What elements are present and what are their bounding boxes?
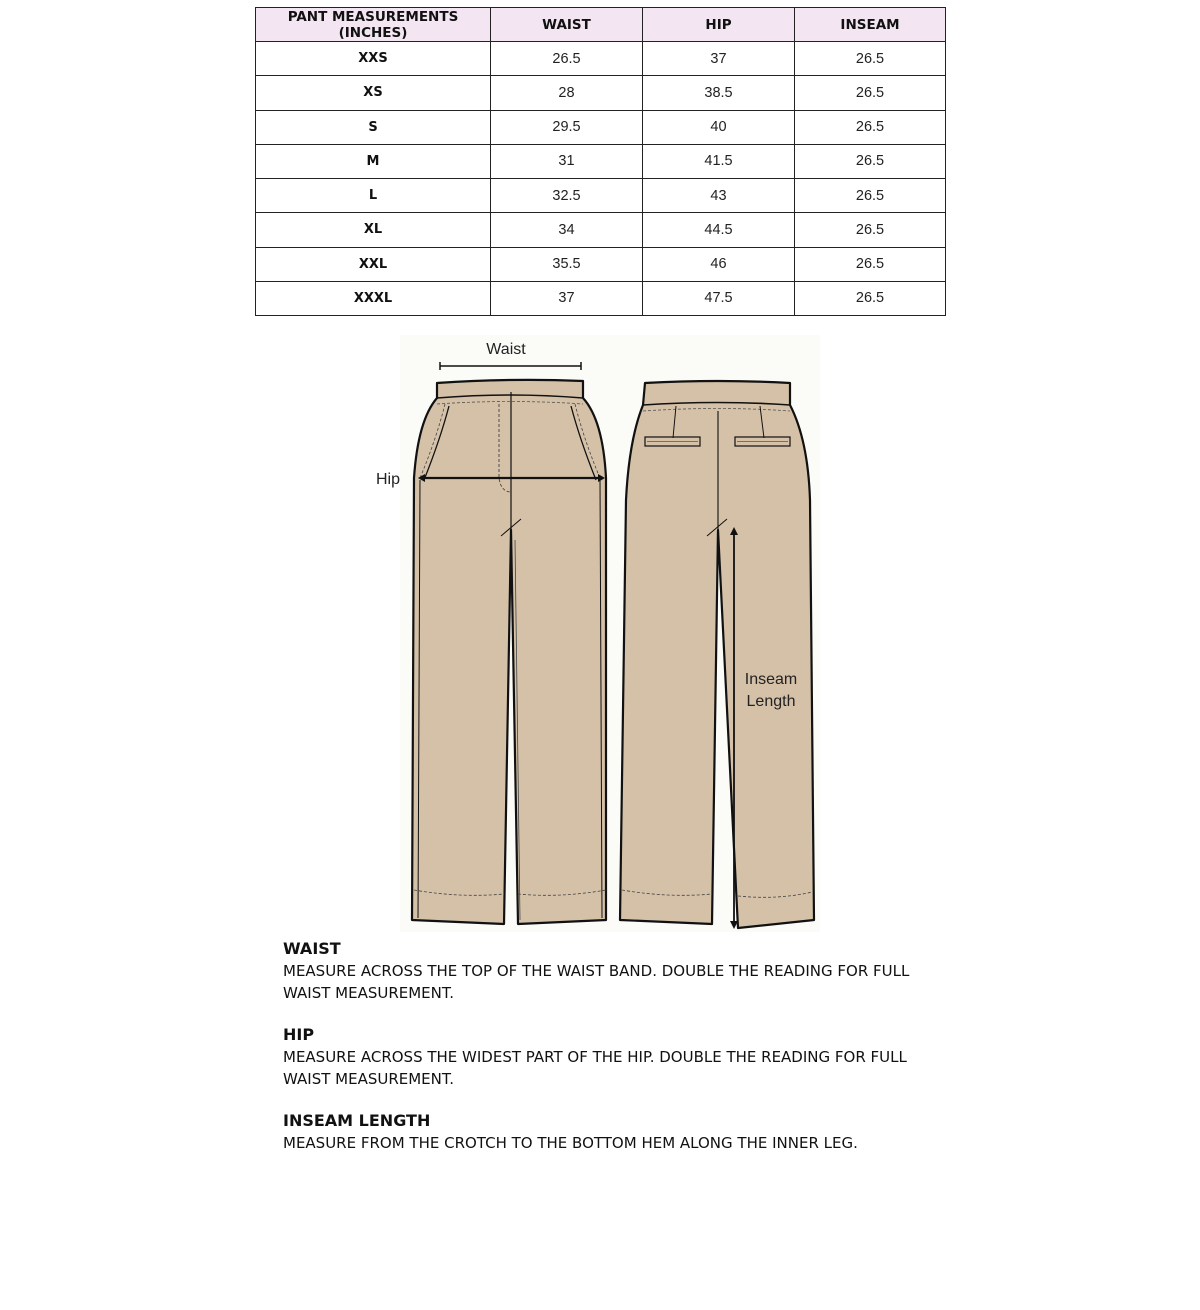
hip-cell: 37: [643, 42, 795, 76]
hip-instruction: [283, 1024, 973, 1090]
table-header-row: [256, 8, 946, 42]
size-chart-table: [255, 7, 946, 316]
inseam-cell: 26.5: [795, 76, 946, 110]
table-row: [256, 76, 946, 110]
header-inseam: INSEAM: [795, 8, 946, 42]
size-cell: XL: [256, 213, 491, 247]
inseam-label-line2: Length: [746, 693, 796, 710]
inseam-cell: 26.5: [795, 42, 946, 76]
waist-instruction: [283, 938, 973, 1004]
header-size: PANT MEASUREMENTS (INCHES): [256, 8, 491, 42]
instruction-body: MEASURE ACROSS THE WIDEST PART OF THE HIP. DOUBLE THE READING FOR FULL WAIST MEASUREMENT.: [283, 1048, 907, 1088]
instruction-title: HIP: [283, 1025, 315, 1044]
instruction-title: WAIST: [283, 939, 341, 958]
hip-cell: 38.5: [643, 76, 795, 110]
waist-cell: 34: [491, 213, 643, 247]
size-cell: XXXL: [256, 281, 491, 315]
measurement-instructions: [283, 938, 973, 1174]
header-hip: HIP: [643, 8, 795, 42]
hip-cell: 44.5: [643, 213, 795, 247]
waist-cell: 28: [491, 76, 643, 110]
waist-cell: 32.5: [491, 179, 643, 213]
inseam-label-line1: Inseam: [744, 671, 798, 688]
inseam-cell: 26.5: [795, 144, 946, 178]
hip-cell: 46: [643, 247, 795, 281]
size-cell: M: [256, 144, 491, 178]
hip-cell: 40: [643, 110, 795, 144]
hip-cell: 47.5: [643, 281, 795, 315]
waist-cell: 26.5: [491, 42, 643, 76]
table-row: [256, 213, 946, 247]
inseam-cell: 26.5: [795, 110, 946, 144]
inseam-cell: 26.5: [795, 281, 946, 315]
header-waist: WAIST: [491, 8, 643, 42]
table-row: [256, 247, 946, 281]
size-cell: XS: [256, 76, 491, 110]
table-row: [256, 110, 946, 144]
pants-measurement-diagram: [360, 330, 830, 935]
instruction-title: INSEAM LENGTH: [283, 1111, 431, 1130]
instruction-body: MEASURE ACROSS THE TOP OF THE WAIST BAND. DOUBLE THE READING FOR FULL WAIST MEASUREMENT.: [283, 962, 910, 1002]
inseam-cell: 26.5: [795, 179, 946, 213]
hip-label: Hip: [376, 471, 401, 488]
waist-label: Waist: [486, 341, 526, 358]
waist-cell: 29.5: [491, 110, 643, 144]
inseam-cell: 26.5: [795, 247, 946, 281]
hip-cell: 43: [643, 179, 795, 213]
table-row: [256, 281, 946, 315]
waist-cell: 35.5: [491, 247, 643, 281]
table-row: [256, 42, 946, 76]
inseam-cell: 26.5: [795, 213, 946, 247]
inseam-instruction: [283, 1110, 973, 1154]
size-cell: L: [256, 179, 491, 213]
waist-cell: 31: [491, 144, 643, 178]
size-cell: XXS: [256, 42, 491, 76]
hip-cell: 41.5: [643, 144, 795, 178]
waist-cell: 37: [491, 281, 643, 315]
instruction-body: MEASURE FROM THE CROTCH TO THE BOTTOM HEM ALONG THE INNER LEG.: [283, 1134, 858, 1152]
size-cell: XXL: [256, 247, 491, 281]
table-row: [256, 179, 946, 213]
size-cell: S: [256, 110, 491, 144]
table-row: [256, 144, 946, 178]
